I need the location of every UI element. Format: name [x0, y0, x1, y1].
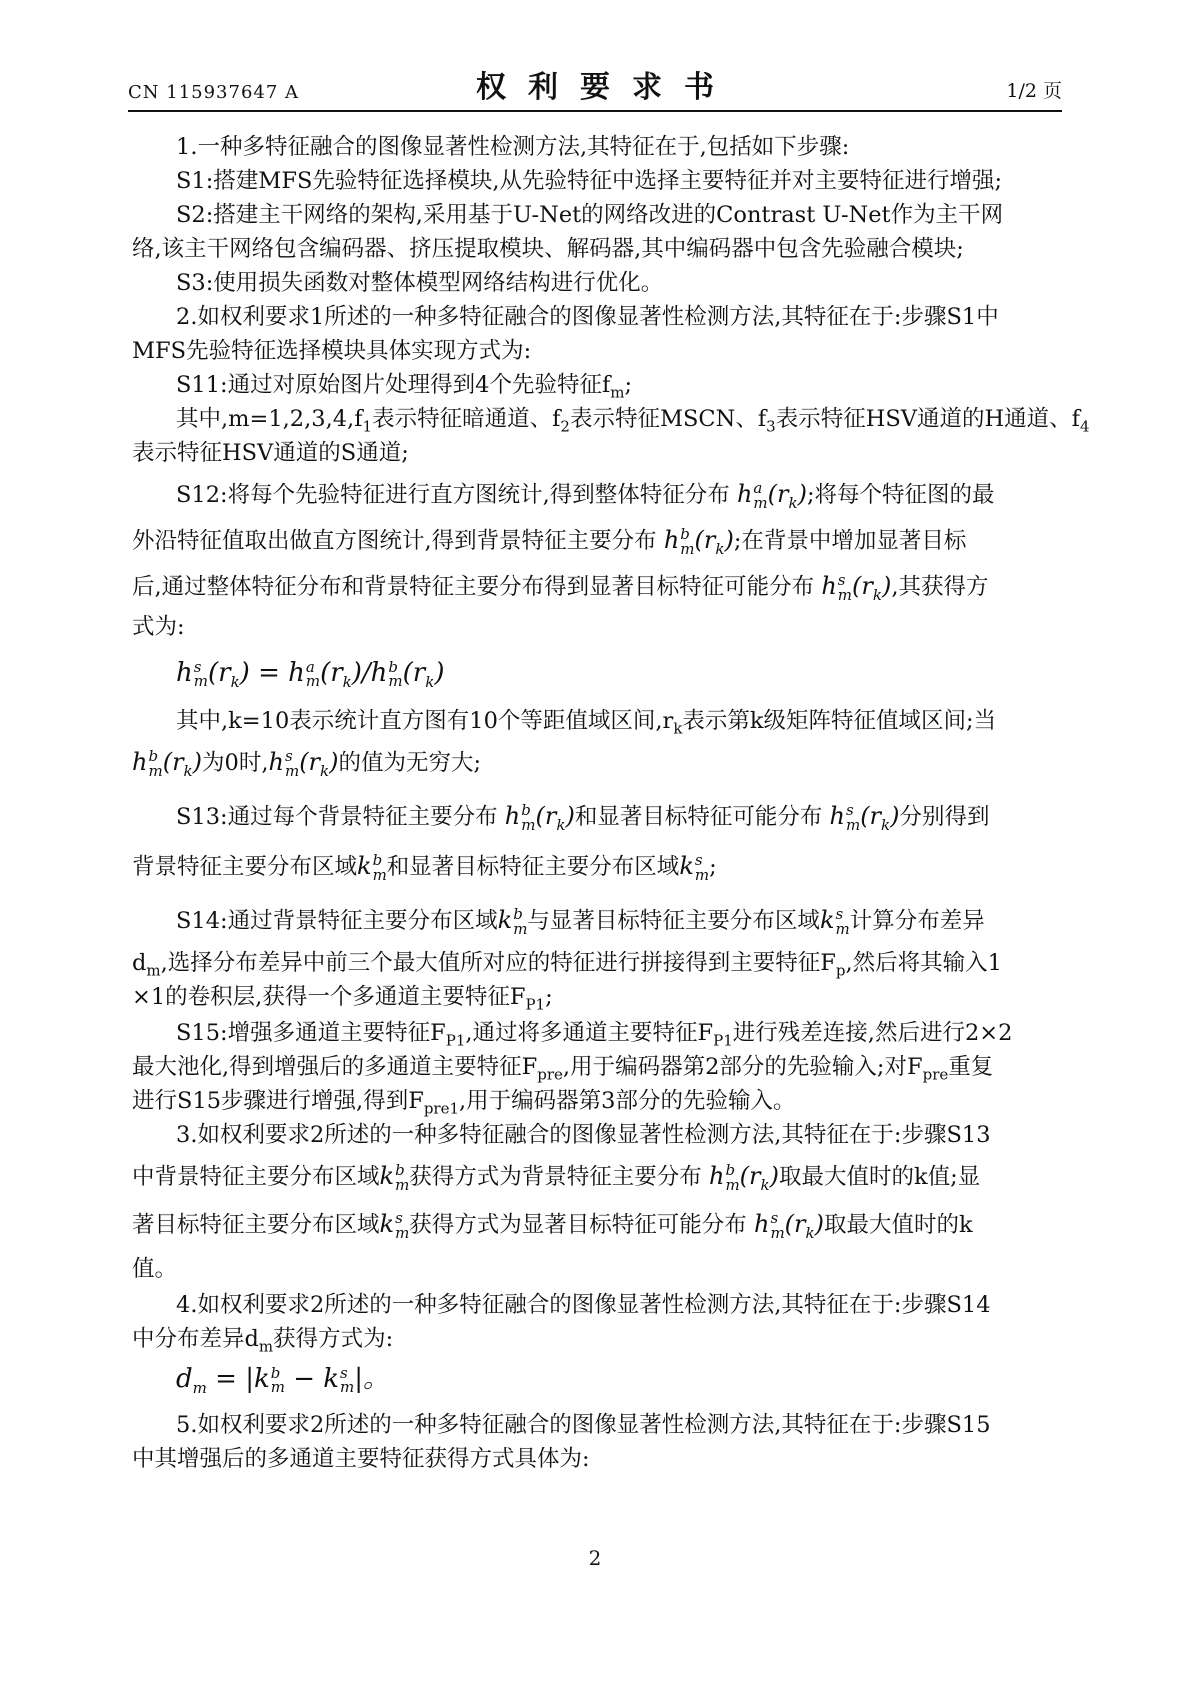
step-s14-cont-1: $d_m$,选择分布差异中前三个最大值所对应的特征进行拼接得到主要特征$F_p$,然后将其输入1 — [132, 950, 1002, 980]
step-s13: S13:通过每个背景特征主要分布 h b m $(r_k)$和显著目标特征可能分布 h s m $(r_k)$分别得到 — [176, 801, 990, 834]
formula-h-s: h s m $(r_k)$ — [821, 571, 892, 604]
formula-dm: $d_m = |k$ b m − k s m |。 — [176, 1363, 390, 1398]
step-s1: S1:搭建MFS先验特征选择模块,从先验特征中选择主要特征并对主要特征进行增强; — [176, 168, 1003, 194]
step-s15: S15:增强多通道主要特征$F_{P1}$,通过将多通道主要特征$F_{P1}$进行残差连接,然后进行2×2 — [176, 1020, 1013, 1050]
page-number: 2 — [588, 1546, 602, 1570]
formula-h-b: h b m $(r_k)$ — [663, 525, 734, 558]
formula-h-a: h a m $(r_k)$ — [736, 479, 807, 512]
step-s2: S2:搭建主干网络的架构,采用基于U-Net的网络改进的Contrast U-Net作为主干网 — [176, 202, 1004, 228]
formula-hs-equals-ha-over-hb: h s m $(r_k) = h$ a m $(r_k)/h$ b m $(r_k)$ — [176, 657, 445, 692]
step-s12-cont-2: 后,通过整体特征分布和背景特征主要分布得到显著目标特征可能分布 h s m $(r_k)$,其获得方 — [132, 571, 989, 604]
step-s12-cont-1: 外沿特征值取出做直方图统计,得到背景特征主要分布 h b m $(r_k)$;在背景中增加显著目标 — [132, 525, 967, 558]
page-header — [128, 66, 1062, 112]
step-s15-cont-1: 最大池化,得到增强后的多通道主要特征$F_{pre}$,用于编码器第2部分的先验输入;对$F_{pre}$重复 — [132, 1054, 994, 1084]
step-s11-definitions: 其中$,m=1,2,3,4,f_1$表示特征暗通道、$f_2$表示特征MSCN、$f_3$表示特征HSV通道的H通道、$f_4$ — [176, 406, 1090, 436]
claim-4-intro: 4.如权利要求2所述的一种多特征融合的图像显著性检测方法,其特征在于:步骤S14 — [176, 1292, 991, 1318]
page-title: 权利要求书 — [476, 70, 736, 105]
step-s12-cont-3: 式为: — [132, 614, 185, 640]
step-s12: S12:将每个先验特征进行直方图统计,得到整体特征分布 h a m $(r_k)$;将每个特征图的最 — [176, 479, 995, 512]
claim-3-intro: 3.如权利要求2所述的一种多特征融合的图像显著性检测方法,其特征在于:步骤S13 — [176, 1122, 991, 1148]
k-definition: 其中,k=10表示统计直方图有10个等距值域区间$,r_k$表示第k级矩阵特征值域区间;当 — [176, 708, 997, 738]
claim-3-cont-3: 值。 — [132, 1256, 178, 1282]
claim-5-cont: 中其增强后的多通道主要特征获得方式具体为: — [132, 1446, 590, 1472]
claim-1-intro: 1.一种多特征融合的图像显著性检测方法,其特征在于,包括如下步骤: — [176, 134, 850, 160]
claim-4-cont: 中分布差异$d_m$获得方式为: — [132, 1326, 394, 1356]
claim-2-intro: 2.如权利要求1所述的一种多特征融合的图像显著性检测方法,其特征在于:步骤S1中 — [176, 304, 999, 330]
step-s2-cont: 络,该主干网络包含编码器、挤压提取模块、解码器,其中编码器中包含先验融合模块; — [132, 236, 964, 262]
step-s13-cont: 背景特征主要分布区域k b m 和显著目标特征主要分布区域k s m ; — [132, 851, 717, 884]
claim-3-cont-1: 中背景特征主要分布区域k b m 获得方式为背景特征主要分布 h b m $(r_k)$取最大值时的k值;显 — [132, 1161, 981, 1194]
step-s3: S3:使用损失函数对整体模型网络结构进行优化。 — [176, 270, 664, 296]
step-s14-cont-2: ×1的卷积层,获得一个多通道主要特征$F_{P1}$; — [132, 984, 553, 1014]
step-s11: S11:通过对原始图片处理得到4个先验特征$f_m$; — [176, 372, 633, 402]
step-s15-cont-2: 进行S15步骤进行增强,得到$F_{pre1}$,用于编码器第3部分的先验输入。 — [132, 1088, 796, 1118]
step-s14: S14:通过背景特征主要分布区域k b m 与显著目标特征主要分布区域k s m 计算分布差异 — [176, 905, 985, 938]
claim-3-cont-2: 著目标特征主要分布区域k s m 获得方式为显著目标特征可能分布 h s m $(r_k)$取最大值时的k — [132, 1209, 973, 1242]
doc-number: CN 115937647 A — [128, 82, 300, 103]
step-s11-definitions-cont: 表示特征HSV通道的S通道; — [132, 440, 409, 466]
claim-2-cont: MFS先验特征选择模块具体实现方式为: — [132, 338, 532, 364]
claim-5-intro: 5.如权利要求2所述的一种多特征融合的图像显著性检测方法,其特征在于:步骤S15 — [176, 1412, 991, 1438]
k-definition-cont: h b m $(r_k)$为0时,h s m $(r_k)$的值为无穷大; — [132, 747, 482, 780]
page-indicator: 1/2 页 — [1006, 80, 1062, 102]
